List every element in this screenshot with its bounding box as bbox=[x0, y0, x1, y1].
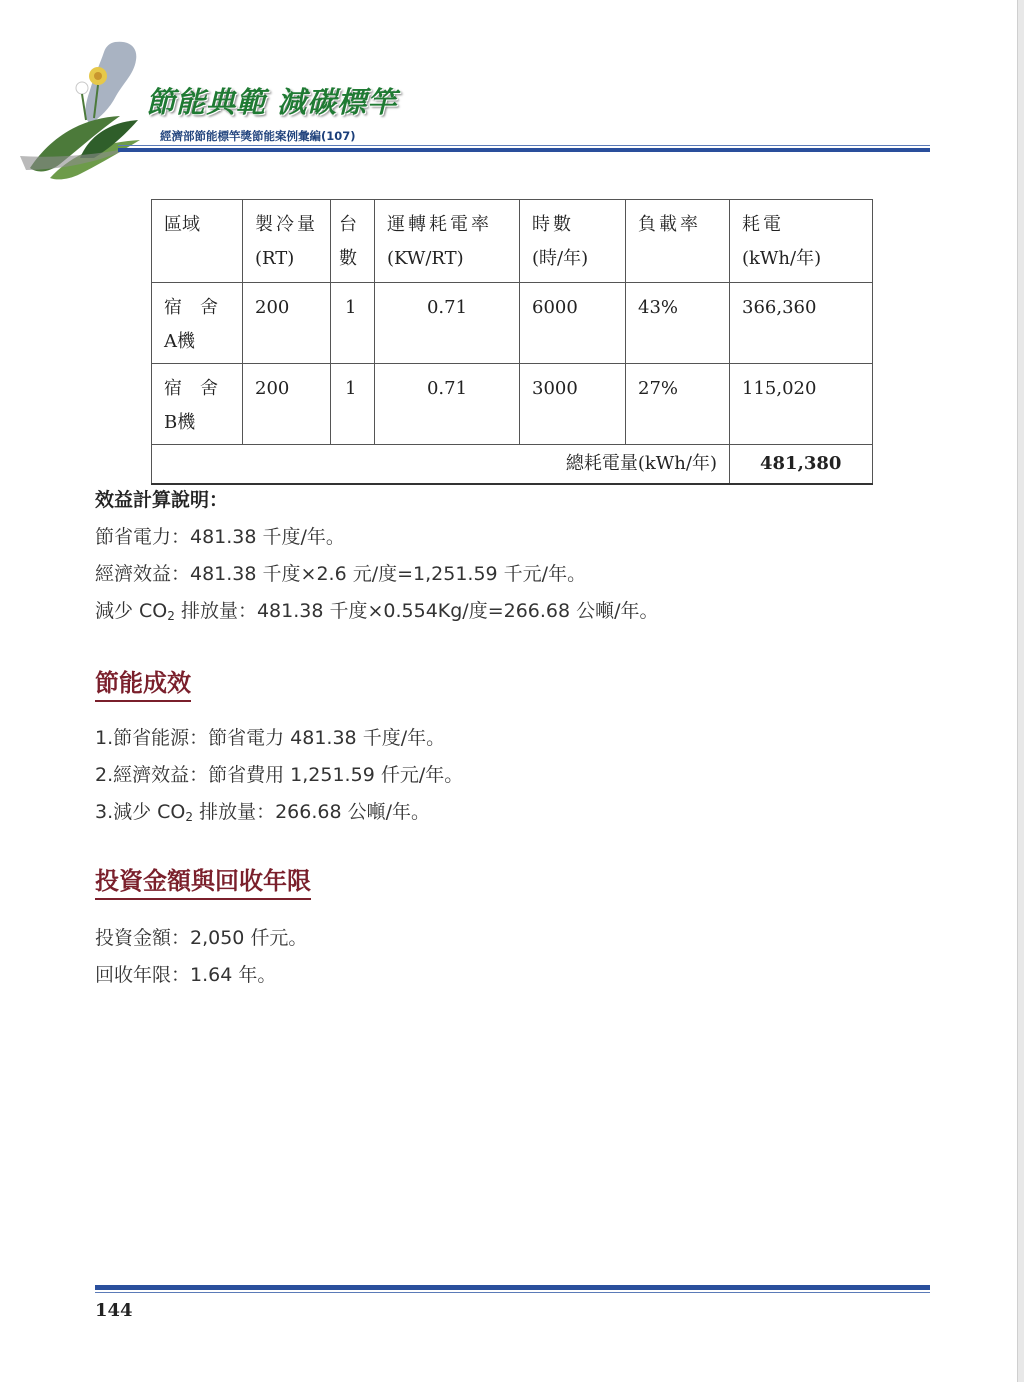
benefit-co2: 減少 $CO_2$ 排放量：481.38 千度×0.554Kg/度=266.68 公噸/年。 bbox=[95, 600, 659, 623]
total-value: 481,380 bbox=[730, 445, 873, 485]
total-label: 總耗電量(kWh/年) bbox=[152, 445, 730, 485]
table-total-row bbox=[152, 445, 873, 485]
chiller-power-table bbox=[151, 199, 873, 485]
cell-load: 27% bbox=[626, 364, 730, 445]
table-row bbox=[152, 283, 873, 364]
table-header-row bbox=[152, 200, 873, 283]
investment-payback: 回收年限：1.64 年。 bbox=[95, 964, 277, 986]
cell-area: 宿 舍 B機 bbox=[152, 364, 243, 445]
cell-rate: 0.71 bbox=[375, 283, 520, 364]
table-row bbox=[152, 364, 873, 445]
results-heading: 節能成效 bbox=[95, 668, 191, 702]
header-cell-hours: 時數 (時/年) bbox=[520, 200, 626, 283]
footer-rule bbox=[95, 1285, 930, 1293]
cell-power: 115,020 bbox=[730, 364, 873, 445]
page-edge bbox=[1017, 0, 1024, 1382]
benefit-economic: 經濟效益：481.38 千度×2.6 元/度=1,251.59 千元/年。 bbox=[95, 563, 587, 585]
cell-capacity: 200 bbox=[243, 283, 331, 364]
cell-rate: 0.71 bbox=[375, 364, 520, 445]
investment-amount: 投資金額：2,050 仟元。 bbox=[95, 927, 308, 949]
header-rule bbox=[118, 145, 930, 152]
benefit-section bbox=[95, 482, 659, 630]
results-section bbox=[95, 720, 463, 831]
cell-power: 366,360 bbox=[730, 283, 873, 364]
brand-subtitle: 經濟部節能標竿獎節能案例彙編(107) bbox=[160, 129, 356, 143]
header-cell-area: 區域 bbox=[152, 200, 243, 283]
investment-heading: 投資金額與回收年限 bbox=[95, 866, 311, 900]
header-cell-units: 台 數 bbox=[331, 200, 375, 283]
cell-hours: 6000 bbox=[520, 283, 626, 364]
cell-area: 宿 舍 A機 bbox=[152, 283, 243, 364]
header-cell-power: 耗電 (kWh/年) bbox=[730, 200, 873, 283]
cell-capacity: 200 bbox=[243, 364, 331, 445]
brand-title: 節能典範 減碳標竿 bbox=[146, 85, 398, 119]
header-cell-load: 負載率 bbox=[626, 200, 730, 283]
benefit-saving-power: 節省電力：481.38 千度/年。 bbox=[95, 526, 345, 548]
results-item-2: 2.經濟效益：節省費用 1,251.59 仟元/年。 bbox=[95, 764, 464, 786]
cell-units: 1 bbox=[331, 364, 375, 445]
header-cell-rate: 運轉耗電率 (KW/RT) bbox=[375, 200, 520, 283]
results-item-3: 3.減少 $CO_2$ 排放量：266.68 公噸/年。 bbox=[95, 801, 430, 824]
page-header bbox=[0, 0, 1024, 185]
header-cell-capacity: 製冷量 (RT) bbox=[243, 200, 331, 283]
results-item-1: 1.節省能源：節省電力 481.38 千度/年。 bbox=[95, 727, 446, 749]
cell-hours: 3000 bbox=[520, 364, 626, 445]
investment-section bbox=[95, 920, 307, 994]
cell-units: 1 bbox=[331, 283, 375, 364]
cell-load: 43% bbox=[626, 283, 730, 364]
benefit-heading: 效益計算說明： bbox=[95, 489, 229, 511]
page-number: 144 bbox=[95, 1300, 133, 1321]
